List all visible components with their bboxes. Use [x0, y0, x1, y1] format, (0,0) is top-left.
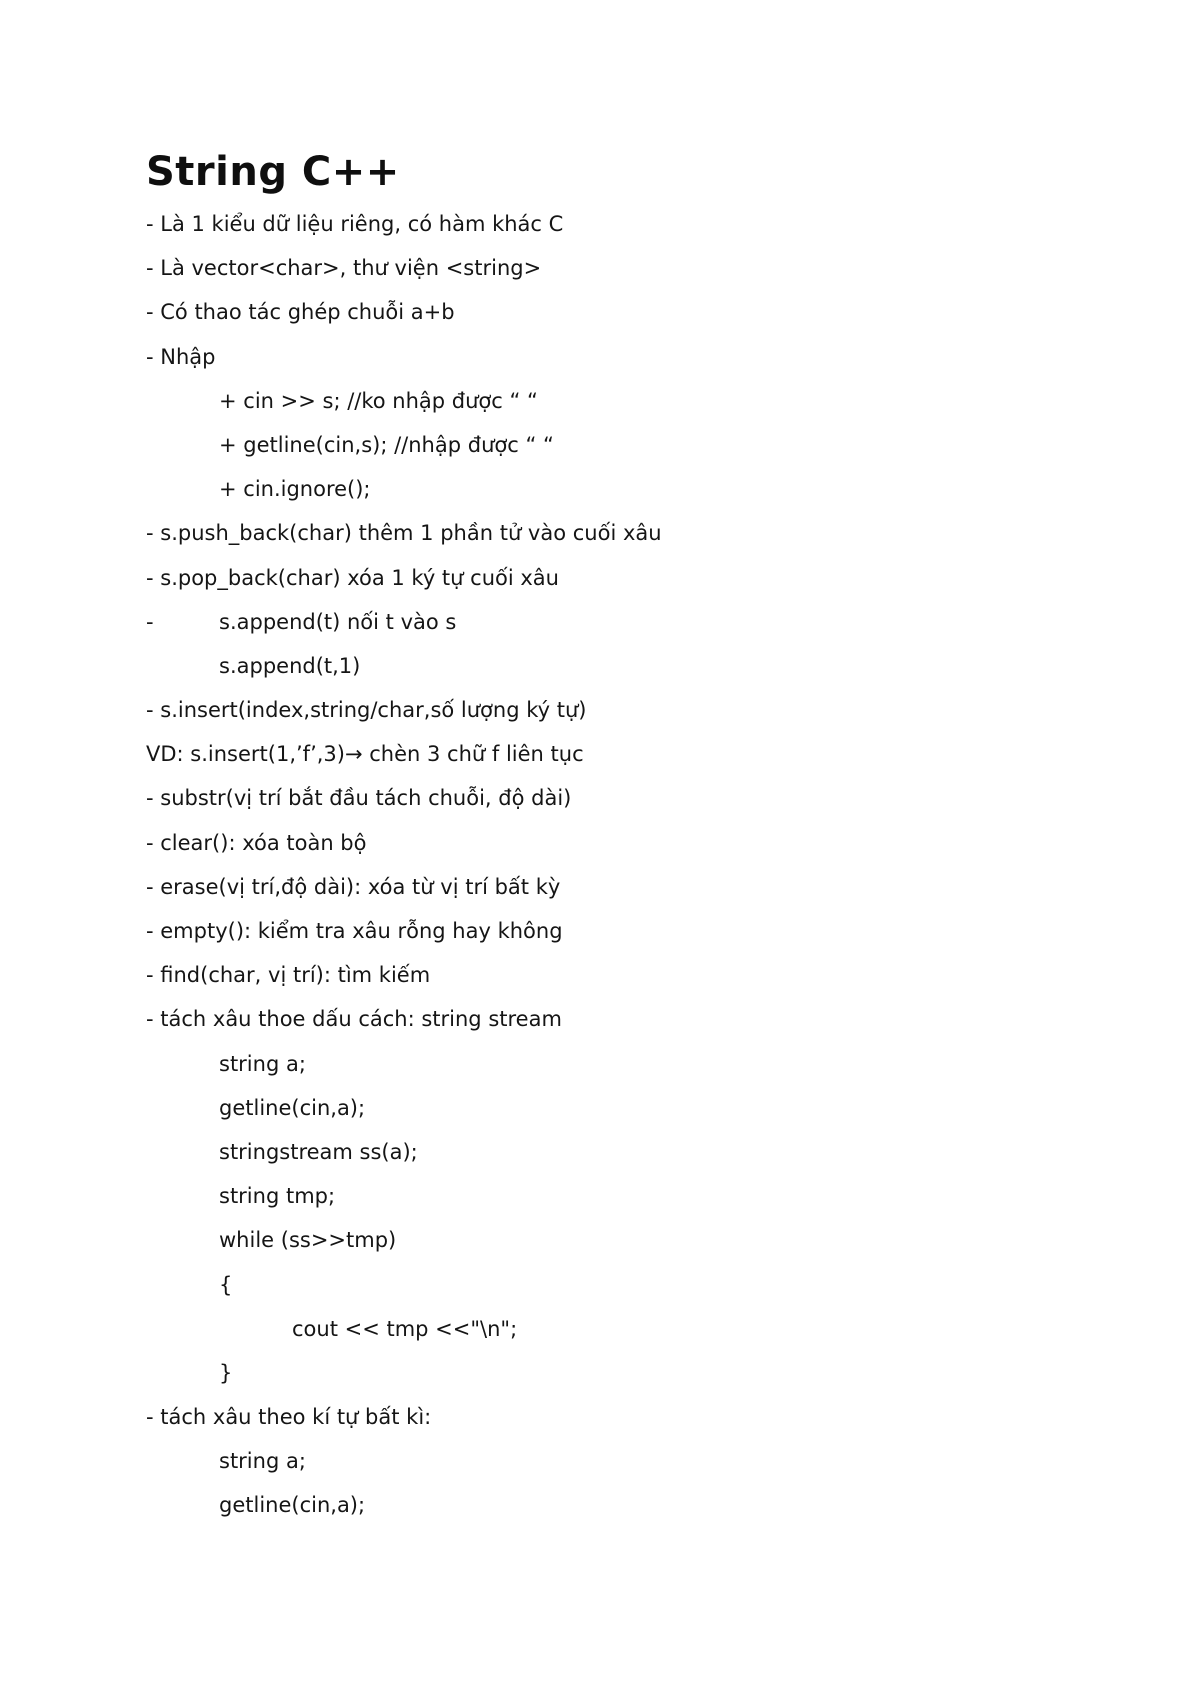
line-text: while (ss>>tmp): [219, 1228, 397, 1253]
line-text: - s.push_back(char) thêm 1 phần tử vào cuối xâu: [146, 521, 662, 546]
line-text: - empty(): kiểm tra xâu rỗng hay không: [146, 919, 563, 943]
text-line: [146, 556, 1106, 600]
document-lines: [146, 202, 1106, 1528]
text-line: [146, 423, 1106, 467]
text-line: [146, 600, 1106, 644]
line-text: string tmp;: [219, 1184, 336, 1209]
text-line: [146, 246, 1106, 290]
line-text: - Có thao tác ghép chuỗi a+b: [146, 300, 455, 325]
text-line: [146, 865, 1106, 909]
text-line: [146, 202, 1106, 246]
text-line: [146, 953, 1106, 997]
line-text: - substr(vị trí bắt đầu tách chuỗi, độ dài): [146, 786, 572, 811]
text-line: [146, 732, 1106, 776]
text-line: [146, 1130, 1106, 1174]
text-line: [146, 776, 1106, 820]
text-line: [146, 644, 1106, 688]
line-text: - erase(vị trí,độ dài): xóa từ vị trí bất kỳ: [146, 874, 561, 899]
text-line: [146, 1086, 1106, 1130]
line-text: - tách xâu theo kí tự bất kì:: [146, 1405, 432, 1430]
text-line: [146, 511, 1106, 555]
line-text: + cin >> s; //ko nhập được “ “: [219, 388, 538, 413]
text-line: [146, 688, 1106, 732]
line-text: - Là 1 kiểu dữ liệu riêng, có hàm khác C: [146, 212, 564, 236]
line-text: getline(cin,a);: [219, 1095, 366, 1120]
line-text: - Nhập: [146, 344, 216, 369]
text-line: [146, 1351, 1106, 1395]
text-line: [146, 1174, 1106, 1218]
text-line: [146, 467, 1106, 511]
line-text: }: [219, 1360, 233, 1385]
text-line: [146, 997, 1106, 1041]
line-text: - Là vector<char>, thư viện <string>: [146, 256, 542, 281]
text-line: [146, 1263, 1106, 1307]
line-text: s.append(t,1): [219, 653, 361, 678]
text-line: [146, 821, 1106, 865]
text-line: [146, 1218, 1106, 1262]
document-content: [146, 142, 1106, 1528]
line-text: cout << tmp <<"\n";: [292, 1316, 518, 1341]
line-text: VD: s.insert(1,’f’,3)→ chèn 3 chữ f liên tục: [146, 742, 584, 767]
line-text: + getline(cin,s); //nhập được “ “: [219, 432, 554, 457]
text-line: [146, 290, 1106, 334]
line-text: - s.insert(index,string/char,số lượng ký tự): [146, 698, 587, 723]
text-line: [146, 379, 1106, 423]
text-line: [146, 1439, 1106, 1483]
text-line: [146, 1395, 1106, 1439]
text-line: [146, 1307, 1106, 1351]
text-line: [146, 1483, 1106, 1527]
line-text: string a;: [219, 1051, 306, 1076]
line-text: - s.pop_back(char) xóa 1 ký tự cuối xâu: [146, 565, 559, 590]
line-text: - find(char, vị trí): tìm kiếm: [146, 963, 431, 988]
line-dash: -: [146, 609, 154, 634]
line-text: - tách xâu thoe dấu cách: string stream: [146, 1007, 562, 1032]
line-text: s.append(t) nối t vào s: [219, 609, 457, 634]
line-text: {: [219, 1272, 233, 1297]
line-text: - clear(): xóa toàn bộ: [146, 830, 367, 855]
text-line: [146, 335, 1106, 379]
line-text: getline(cin,a);: [219, 1493, 366, 1518]
document-title: String C++: [146, 149, 400, 195]
text-line: [146, 1042, 1106, 1086]
line-text: string a;: [219, 1449, 306, 1474]
text-line: [146, 909, 1106, 953]
line-text: + cin.ignore();: [219, 477, 371, 502]
line-text: stringstream ss(a);: [219, 1139, 418, 1164]
